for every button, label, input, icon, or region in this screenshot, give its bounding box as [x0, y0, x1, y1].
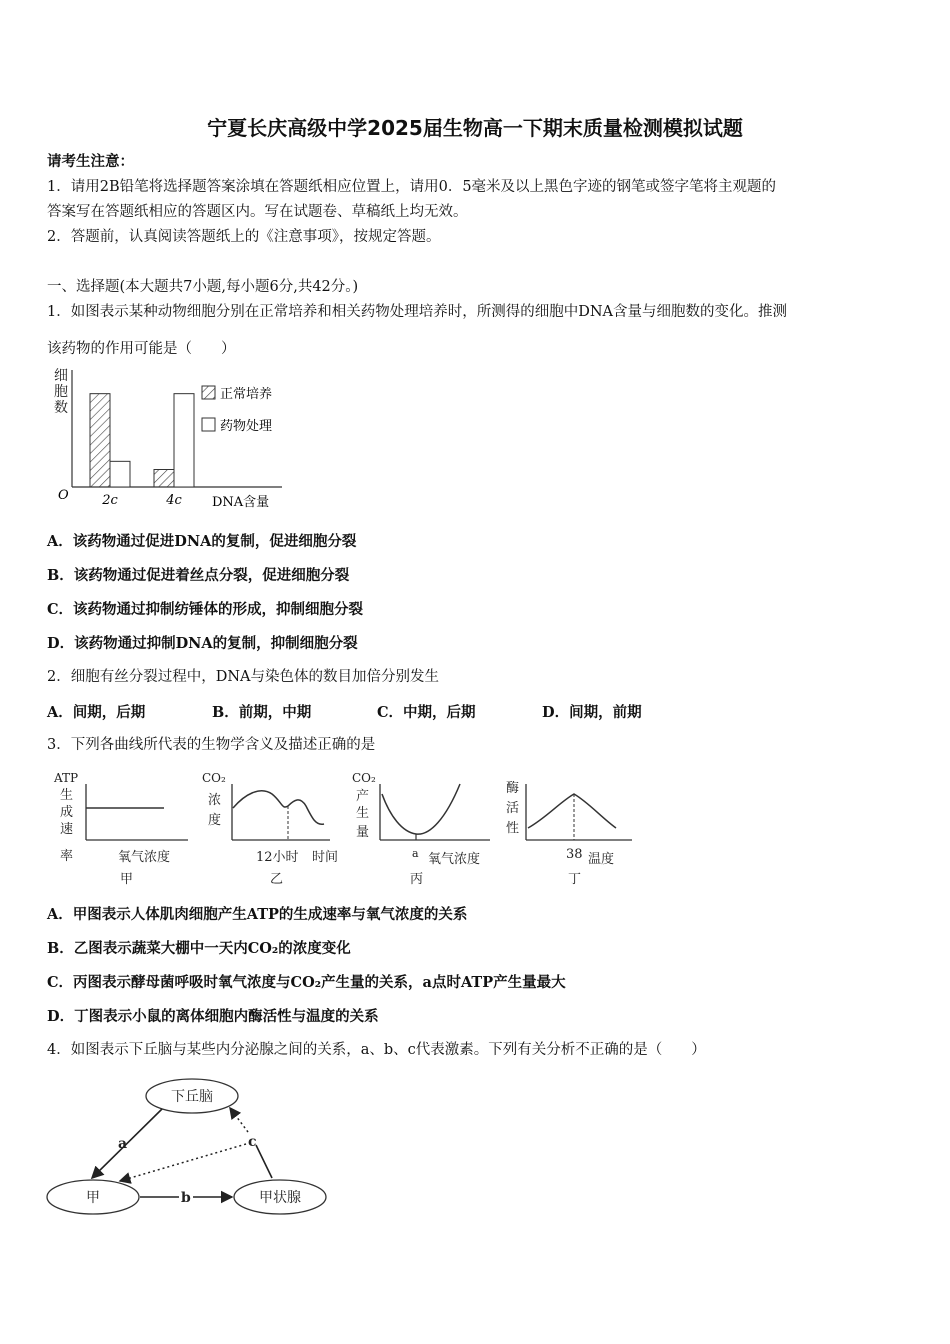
notice-line-1a: 1．请用2B铅笔将选择题答案涂填在答题纸相应位置上，请用0．5毫米及以上黑色字迹的钢笔或签字笔将主观题的	[47, 179, 777, 195]
q2-option-b: B．前期，中期	[212, 704, 312, 721]
label-a: a	[118, 1136, 128, 1152]
notice-line-1b: 答案写在答题纸相应的答题区内。写在试题卷、草稿纸上均无效。	[47, 204, 468, 220]
ding-name: 丁	[568, 872, 582, 887]
ding-xlabel: 温度	[588, 852, 615, 867]
bing-ylabel-2: 产	[356, 789, 370, 804]
q1-option-c: C．该药物通过抑制纺锤体的形成，抑制细胞分裂	[47, 601, 364, 618]
node-jia-label: 甲	[86, 1190, 100, 1206]
bar-normal-2c	[90, 394, 110, 487]
q1-option-b: B．该药物通过促进着丝点分裂，促进细胞分裂	[47, 567, 350, 584]
q1-ylabel-3: 数	[54, 400, 68, 416]
q1-stem-line1: 1．如图表示某种动物细胞分别在正常培养和相关药物处理培养时，所测得的细胞中DNA含量与细胞数的变化。推测	[47, 304, 788, 320]
yi-xlabel: 时间	[312, 850, 339, 865]
q1-xtick-2c: 2c	[102, 493, 118, 508]
q3-stem: 3．下列各曲线所代表的生物学含义及描述正确的是	[47, 737, 376, 753]
bar-drug-4c	[174, 394, 194, 487]
q1-bar-chart	[50, 366, 300, 514]
node-hypothalamus-label: 下丘脑	[171, 1089, 213, 1105]
bar-normal-4c	[154, 470, 174, 488]
bar-drug-2c	[110, 461, 130, 487]
bing-curve	[382, 784, 460, 834]
q1-xtick-4c: 4c	[166, 493, 182, 508]
graph-bing	[352, 771, 490, 887]
legend-normal: 正常培养	[220, 387, 273, 402]
ding-tick: 38	[566, 847, 583, 862]
q3-graphs	[50, 766, 650, 892]
page-title: 宁夏长庆高级中学2025届生物高一下期末质量检测模拟试题	[207, 116, 743, 140]
arrow-c-hypothalamus	[230, 1108, 248, 1132]
bing-name: 丙	[410, 872, 424, 887]
legend-swatch-normal	[202, 386, 215, 399]
yi-curve	[233, 791, 324, 824]
q3-option-b: B．乙图表示蔬菜大棚中一天内CO₂的浓度变化	[47, 940, 351, 957]
q1-stem-line2: 该药物的作用可能是（ ）	[47, 341, 236, 357]
ding-ylabel-2: 活	[506, 801, 520, 816]
q3-option-c: C．丙图表示酵母菌呼吸时氧气浓度与CO₂产生量的关系，a点时ATP产生量最大	[47, 974, 566, 991]
graph-yi	[202, 771, 338, 887]
jia-name: 甲	[120, 872, 134, 887]
q1-option-a: A．该药物通过促进DNA的复制，促进细胞分裂	[47, 533, 357, 550]
bing-ylabel-4: 量	[356, 825, 370, 840]
q4-stem: 4．如图表示下丘脑与某些内分泌腺之间的关系，a、b、c代表激素。下列有关分析不正确的是（ ）	[47, 1042, 706, 1058]
q2-stem: 2．细胞有丝分裂过程中，DNA与染色体的数目加倍分别发生	[47, 669, 440, 685]
legend-swatch-drug	[202, 418, 215, 431]
yi-tick: 12小时	[256, 850, 299, 865]
bing-ylabel-3: 生	[356, 806, 370, 821]
q1-option-d: D．该药物通过抑制DNA的复制，抑制细胞分裂	[47, 635, 358, 652]
label-b: b	[181, 1190, 191, 1206]
arrow-c-jia	[120, 1144, 246, 1181]
jia-ylabel-atp: ATP	[54, 771, 79, 785]
q2-option-c: C．中期，后期	[377, 704, 476, 721]
jia-ylabel-5: 率	[60, 849, 74, 864]
yi-name: 乙	[270, 872, 284, 887]
section-heading: 一、选择题(本大题共7小题,每小题6分,共42分。)	[47, 279, 359, 295]
legend-drug: 药物处理	[220, 419, 273, 434]
label-c: c	[248, 1134, 257, 1150]
notice-line-2: 2．答题前，认真阅读答题纸上的《注意事项》，按规定答题。	[47, 229, 441, 245]
yi-ylabel-co2: CO₂	[202, 771, 226, 785]
q1-xlabel: DNA含量	[212, 495, 270, 510]
node-thyroid-label: 甲状腺	[259, 1190, 301, 1206]
q1-ylabel-2: 胞	[54, 384, 68, 400]
graph-jia	[53, 771, 188, 887]
bing-ylabel-co2: CO₂	[352, 771, 376, 785]
jia-ylabel-2: 生	[60, 788, 74, 803]
q3-option-a: A．甲图表示人体肌肉细胞产生ATP的生成速率与氧气浓度的关系	[47, 906, 468, 923]
q2-option-d: D．间期，前期	[542, 704, 642, 721]
ding-ylabel-1: 酶	[506, 781, 520, 796]
ding-ylabel-3: 性	[506, 821, 520, 836]
ding-curve	[528, 794, 616, 828]
q4-diagram	[40, 1070, 340, 1220]
arrow-c-lower	[256, 1145, 272, 1178]
yi-ylabel-2: 浓	[208, 793, 222, 808]
graph-ding	[506, 781, 632, 887]
jia-xlabel: 氧气浓度	[118, 850, 171, 865]
bing-xlabel: 氧气浓度	[428, 852, 481, 867]
jia-ylabel-4: 速	[60, 822, 74, 837]
yi-ylabel-3: 度	[208, 813, 222, 828]
q1-ylabel-1: 细	[54, 368, 68, 384]
q3-option-d: D．丁图表示小鼠的离体细胞内酶活性与温度的关系	[47, 1008, 379, 1025]
q1-origin: O	[58, 488, 69, 503]
bing-tick: a	[412, 847, 419, 860]
notice-heading: 请考生注意：	[47, 153, 134, 170]
q2-option-a: A．间期，后期	[47, 704, 146, 721]
jia-ylabel-3: 成	[60, 805, 74, 820]
